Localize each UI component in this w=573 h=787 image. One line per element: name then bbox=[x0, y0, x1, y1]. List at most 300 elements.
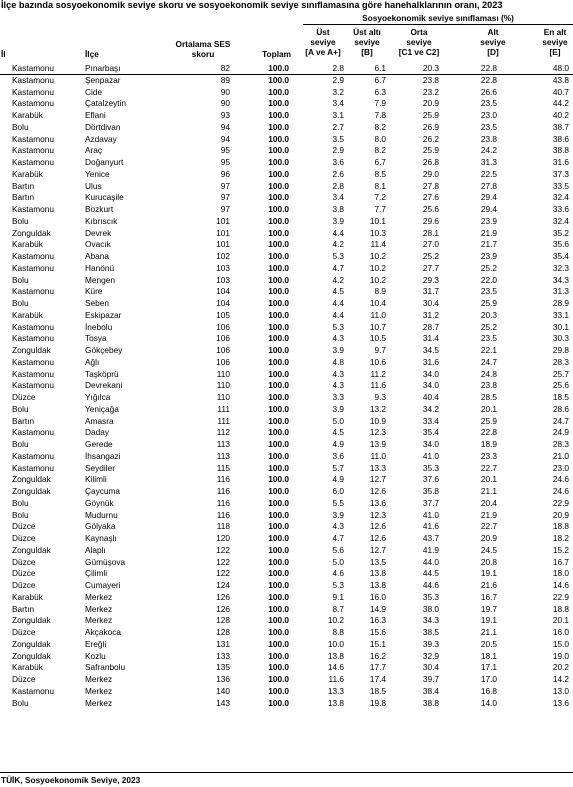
cell-il: Kastamonu bbox=[12, 368, 54, 379]
cell-ust-alti: 13.3 bbox=[369, 462, 386, 473]
cell-il: Zonguldak bbox=[12, 638, 51, 649]
cell-en-alt: 38.8 bbox=[552, 145, 569, 156]
cell-il: Düzce bbox=[12, 674, 36, 684]
table-row bbox=[0, 204, 573, 216]
cell-en-alt: 35.4 bbox=[552, 251, 569, 261]
cell-orta: 34.3 bbox=[422, 615, 439, 626]
cell-ust: 3.6 bbox=[332, 157, 344, 167]
cell-ilce: Seben bbox=[85, 298, 109, 308]
cell-toplam: 100.0 bbox=[268, 321, 289, 332]
cell-il: Kastamonu bbox=[12, 333, 54, 344]
cell-orta: 25.2 bbox=[422, 251, 439, 261]
cell-ses: 140 bbox=[216, 685, 230, 696]
cell-il: Düzce bbox=[12, 392, 36, 402]
cell-ilce: Ağlı bbox=[85, 356, 100, 367]
cell-ses: 101 bbox=[216, 215, 230, 226]
cell-toplam: 100.0 bbox=[268, 674, 289, 684]
cell-en-alt: 20.9 bbox=[552, 509, 569, 520]
cell-alt: 24.2 bbox=[480, 145, 497, 156]
cell-ust-alti: 12.7 bbox=[369, 474, 386, 485]
cell-ust-alti: 10.2 bbox=[369, 262, 386, 273]
table-row bbox=[0, 157, 573, 169]
cell-ust: 4.4 bbox=[332, 309, 344, 320]
cell-toplam: 100.0 bbox=[268, 180, 289, 191]
cell-alt: 16.7 bbox=[480, 591, 497, 602]
cell-ilce: Gümüşova bbox=[85, 556, 126, 567]
cell-en-alt: 38.6 bbox=[552, 133, 569, 144]
cell-il: Kastamonu bbox=[12, 450, 54, 461]
cell-ust-alti: 16.2 bbox=[369, 650, 386, 661]
cell-il: Bolu bbox=[12, 121, 29, 132]
cell-ust: 4.4 bbox=[332, 298, 344, 308]
cell-ses: 118 bbox=[216, 521, 230, 532]
cell-ust: 4.4 bbox=[332, 227, 344, 238]
cell-ses: 116 bbox=[216, 474, 230, 485]
cell-toplam: 100.0 bbox=[268, 650, 289, 661]
cell-ilce: Gölyaka bbox=[85, 521, 116, 532]
cell-ses: 106 bbox=[216, 345, 230, 355]
cell-ses: 89 bbox=[220, 74, 230, 85]
cell-toplam: 100.0 bbox=[268, 427, 289, 438]
header-il: İl bbox=[1, 49, 6, 59]
cell-en-alt: 16.0 bbox=[552, 627, 569, 637]
table-row bbox=[0, 580, 573, 592]
cell-en-alt: 25.7 bbox=[552, 368, 569, 379]
cell-orta: 31.6 bbox=[422, 356, 439, 367]
table-body bbox=[0, 63, 573, 709]
cell-alt: 19.7 bbox=[480, 603, 497, 614]
cell-toplam: 100.0 bbox=[268, 403, 289, 414]
cell-ust: 4.3 bbox=[332, 521, 344, 532]
cell-alt: 20.3 bbox=[480, 309, 497, 320]
cell-il: Bolu bbox=[12, 215, 29, 226]
cell-alt: 20.1 bbox=[480, 403, 497, 414]
cell-ilce: Mengen bbox=[85, 274, 115, 285]
cell-alt: 19.1 bbox=[480, 615, 497, 626]
cell-alt: 23.8 bbox=[480, 380, 497, 391]
cell-ses: 133 bbox=[216, 650, 230, 661]
cell-toplam: 100.0 bbox=[268, 685, 289, 696]
cell-ust-alti: 8.5 bbox=[374, 168, 386, 179]
cell-ses: 94 bbox=[220, 133, 230, 144]
cell-alt: 23.9 bbox=[480, 251, 497, 261]
cell-orta: 20.3 bbox=[422, 63, 439, 73]
cell-en-alt: 18.8 bbox=[552, 603, 569, 614]
header-alt bbox=[478, 27, 508, 57]
cell-en-alt: 40.7 bbox=[552, 86, 569, 97]
cell-alt: 20.8 bbox=[480, 556, 497, 567]
header-ses-line1: Ortalama SES bbox=[175, 39, 231, 49]
cell-il: Bolu bbox=[12, 403, 29, 414]
cell-ses: 113 bbox=[216, 439, 230, 449]
cell-ilce: Taşköprü bbox=[85, 368, 119, 379]
cell-orta: 37.6 bbox=[422, 474, 439, 485]
cell-il: Düzce bbox=[12, 580, 36, 590]
header-ses-line2: skoru bbox=[191, 49, 215, 59]
cell-toplam: 100.0 bbox=[268, 63, 289, 73]
cell-il: Zonguldak bbox=[12, 486, 51, 496]
table-row bbox=[0, 322, 573, 334]
cell-orta: 38.4 bbox=[422, 685, 439, 696]
cell-ust-alti: 19.8 bbox=[369, 697, 386, 708]
cell-ust: 4.3 bbox=[332, 333, 344, 344]
cell-alt: 18.9 bbox=[480, 439, 497, 449]
cell-ilce: Araç bbox=[85, 145, 103, 156]
table-row bbox=[0, 674, 573, 686]
cell-ses: 95 bbox=[220, 157, 230, 167]
cell-ses: 111 bbox=[217, 403, 230, 414]
cell-en-alt: 13.6 bbox=[552, 697, 569, 708]
cell-ust-alti: 10.2 bbox=[369, 251, 386, 261]
cell-il: Bolu bbox=[12, 509, 29, 520]
cell-ust: 4.7 bbox=[332, 533, 344, 543]
cell-ust-alti: 8.9 bbox=[374, 286, 386, 297]
cell-ust: 5.3 bbox=[332, 251, 344, 261]
cell-ust: 5.3 bbox=[332, 321, 344, 332]
table-row bbox=[0, 474, 573, 486]
cell-toplam: 100.0 bbox=[268, 580, 289, 590]
header-ust-alti bbox=[346, 27, 388, 57]
cell-ses: 116 bbox=[216, 486, 230, 496]
cell-toplam: 100.0 bbox=[268, 133, 289, 144]
cell-toplam: 100.0 bbox=[268, 86, 289, 97]
cell-en-alt: 32.3 bbox=[552, 262, 569, 273]
table-row bbox=[0, 63, 573, 75]
cell-alt: 22.5 bbox=[480, 168, 497, 179]
header-en-alt-line2: seviye bbox=[542, 37, 568, 47]
cell-ilce: Hanönü bbox=[85, 262, 115, 273]
source-note: TÜİK, Sosyoekonomik Seviye, 2023 bbox=[1, 775, 141, 785]
cell-toplam: 100.0 bbox=[268, 627, 289, 637]
cell-alt: 25.2 bbox=[480, 262, 497, 273]
cell-ses: 97 bbox=[220, 204, 230, 214]
cell-alt: 22.1 bbox=[480, 345, 497, 355]
cell-alt: 23.0 bbox=[480, 110, 497, 120]
cell-ust-alti: 6.3 bbox=[374, 86, 386, 97]
cell-ust-alti: 10.6 bbox=[369, 356, 386, 367]
cell-ust-alti: 8.2 bbox=[374, 121, 386, 132]
cell-toplam: 100.0 bbox=[268, 509, 289, 520]
cell-ses: 135 bbox=[216, 662, 230, 673]
cell-ust-alti: 13.8 bbox=[369, 580, 386, 590]
cell-il: Kastamonu bbox=[12, 286, 54, 297]
cell-ilce: Çatalzeytin bbox=[85, 98, 127, 109]
cell-il: Zonguldak bbox=[12, 227, 51, 238]
cell-il: Zonguldak bbox=[12, 474, 51, 485]
cell-orta: 41.9 bbox=[422, 544, 439, 555]
cell-orta: 26.2 bbox=[422, 133, 439, 144]
cell-alt: 23.8 bbox=[480, 133, 497, 144]
cell-ilce: Ovacık bbox=[85, 239, 111, 250]
cell-ilce: Devrek bbox=[85, 227, 112, 238]
cell-ilce: Cide bbox=[85, 86, 103, 97]
cell-il: Düzce bbox=[12, 533, 36, 543]
cell-il: Karabük bbox=[12, 110, 43, 120]
cell-en-alt: 28.9 bbox=[552, 298, 569, 308]
cell-ust-alti: 17.7 bbox=[369, 662, 386, 673]
cell-orta: 25.9 bbox=[422, 145, 439, 156]
cell-ust-alti: 10.4 bbox=[369, 298, 386, 308]
cell-alt: 29.4 bbox=[480, 192, 497, 203]
cell-ses: 112 bbox=[216, 427, 230, 438]
cell-ilce: Kozlu bbox=[85, 650, 106, 661]
table-row bbox=[0, 639, 573, 651]
cell-toplam: 100.0 bbox=[268, 544, 289, 555]
cell-ilce: Bozkurt bbox=[85, 204, 114, 214]
table-row bbox=[0, 98, 573, 110]
cell-ust: 3.1 bbox=[332, 110, 344, 120]
header-alt-line1: Alt bbox=[487, 27, 499, 37]
cell-ses: 104 bbox=[216, 298, 230, 308]
cell-ust-alti: 13.8 bbox=[369, 568, 386, 579]
cell-ust: 5.3 bbox=[332, 580, 344, 590]
cell-ust: 5.7 bbox=[332, 462, 344, 473]
cell-alt: 16.8 bbox=[480, 685, 497, 696]
cell-orta: 29.6 bbox=[422, 215, 439, 226]
cell-ust: 3.5 bbox=[332, 133, 344, 144]
table-header bbox=[0, 12, 573, 64]
cell-ses: 104 bbox=[216, 286, 230, 297]
cell-toplam: 100.0 bbox=[268, 298, 289, 308]
cell-ust: 4.6 bbox=[332, 568, 344, 579]
cell-alt: 23.9 bbox=[480, 215, 497, 226]
cell-en-alt: 14.6 bbox=[552, 580, 569, 590]
cell-en-alt: 31.3 bbox=[552, 286, 569, 297]
cell-orta: 34.5 bbox=[422, 345, 439, 355]
cell-ses: 122 bbox=[216, 556, 230, 567]
cell-ust-alti: 7.7 bbox=[374, 204, 386, 214]
cell-ilce: Merkez bbox=[85, 697, 113, 708]
cell-ust: 3.4 bbox=[332, 192, 344, 203]
cell-en-alt: 22.9 bbox=[552, 591, 569, 602]
cell-en-alt: 18.8 bbox=[552, 521, 569, 532]
table-row bbox=[0, 615, 573, 627]
cell-orta: 32.9 bbox=[422, 650, 439, 661]
cell-orta: 35.3 bbox=[422, 462, 439, 473]
cell-orta: 33.4 bbox=[422, 415, 439, 426]
cell-ust: 5.5 bbox=[332, 497, 344, 508]
cell-ust: 3.4 bbox=[332, 98, 344, 109]
cell-ust-alti: 16.3 bbox=[369, 615, 386, 626]
table-row bbox=[0, 592, 573, 604]
cell-ilce: Eskipazar bbox=[85, 309, 122, 320]
cell-toplam: 100.0 bbox=[268, 274, 289, 285]
cell-ust-alti: 12.3 bbox=[369, 509, 386, 520]
cell-ses: 126 bbox=[216, 603, 230, 614]
cell-ses: 101 bbox=[216, 239, 230, 250]
cell-orta: 31.7 bbox=[422, 286, 439, 297]
cell-en-alt: 37.3 bbox=[552, 168, 569, 179]
cell-il: Kastamonu bbox=[12, 63, 54, 73]
cell-il: Zonguldak bbox=[12, 615, 51, 626]
cell-il: Kastamonu bbox=[12, 462, 54, 473]
cell-ust-alti: 8.2 bbox=[374, 145, 386, 156]
cell-orta: 41.6 bbox=[422, 521, 439, 532]
table-bottom-rule bbox=[0, 772, 573, 773]
table-row bbox=[0, 439, 573, 451]
cell-orta: 38.0 bbox=[422, 603, 439, 614]
table-row bbox=[0, 627, 573, 639]
cell-ust-alti: 14.9 bbox=[369, 603, 386, 614]
cell-orta: 25.9 bbox=[422, 110, 439, 120]
cell-ses: 94 bbox=[220, 121, 230, 132]
table-row bbox=[0, 169, 573, 181]
cell-toplam: 100.0 bbox=[268, 98, 289, 109]
cell-ses: 120 bbox=[216, 533, 230, 543]
table-row bbox=[0, 263, 573, 275]
cell-ust: 13.8 bbox=[327, 650, 344, 661]
cell-toplam: 100.0 bbox=[268, 368, 289, 379]
cell-orta: 41.0 bbox=[422, 509, 439, 520]
cell-ilce: Merkez bbox=[85, 603, 113, 614]
header-ilce: İlçe bbox=[85, 49, 99, 59]
cell-ust-alti: 10.5 bbox=[369, 333, 386, 344]
table-row bbox=[0, 521, 573, 533]
cell-orta: 38.8 bbox=[422, 697, 439, 708]
cell-ust: 6.0 bbox=[332, 486, 344, 496]
cell-ust-alti: 8.0 bbox=[374, 133, 386, 144]
cell-ses: 128 bbox=[216, 615, 230, 626]
cell-il: Karabük bbox=[12, 168, 43, 179]
cell-toplam: 100.0 bbox=[268, 497, 289, 508]
cell-ust-alti: 12.3 bbox=[369, 427, 386, 438]
cell-toplam: 100.0 bbox=[268, 345, 289, 355]
cell-en-alt: 13.0 bbox=[552, 685, 569, 696]
cell-ust-alti: 12.6 bbox=[369, 486, 386, 496]
cell-ust: 2.6 bbox=[332, 168, 344, 179]
cell-ust-alti: 6.7 bbox=[374, 74, 386, 85]
cell-en-alt: 20.2 bbox=[552, 662, 569, 673]
cell-toplam: 100.0 bbox=[268, 415, 289, 426]
cell-ilce: Akçakoca bbox=[85, 627, 121, 637]
cell-ses: 122 bbox=[216, 568, 230, 579]
cell-en-alt: 14.2 bbox=[552, 674, 569, 684]
table-row bbox=[0, 228, 573, 240]
header-en-alt-line3: [E] bbox=[549, 47, 561, 57]
cell-ilce: Merkez bbox=[85, 685, 113, 696]
cell-ses: 110 bbox=[216, 392, 230, 402]
cell-toplam: 100.0 bbox=[268, 145, 289, 156]
cell-ilce: Göynük bbox=[85, 497, 114, 508]
cell-il: Düzce bbox=[12, 556, 36, 567]
group-header-underline bbox=[303, 24, 573, 25]
cell-ilce: Merkez bbox=[85, 674, 113, 684]
table-row bbox=[0, 345, 573, 357]
cell-il: Zonguldak bbox=[12, 650, 51, 661]
cell-ses: 97 bbox=[220, 192, 230, 203]
cell-en-alt: 18.5 bbox=[552, 392, 569, 402]
cell-alt: 31.3 bbox=[480, 157, 497, 167]
cell-il: Kastamonu bbox=[12, 262, 54, 273]
cell-ilce: Merkez bbox=[85, 591, 113, 602]
cell-orta: 23.8 bbox=[422, 74, 439, 85]
cell-ust-alti: 11.4 bbox=[370, 239, 386, 250]
cell-ses: 96 bbox=[220, 168, 230, 179]
cell-il: Karabük bbox=[12, 591, 43, 602]
cell-en-alt: 29.8 bbox=[552, 345, 569, 355]
cell-ilce: Ulus bbox=[85, 180, 102, 191]
cell-ust-alti: 7.9 bbox=[374, 98, 386, 109]
cell-ust-alti: 12.6 bbox=[369, 533, 386, 543]
cell-ses: 102 bbox=[216, 251, 230, 261]
cell-il: Bolu bbox=[12, 697, 29, 708]
cell-ilce: Kaynaşlı bbox=[85, 533, 117, 543]
cell-toplam: 100.0 bbox=[268, 474, 289, 485]
table-row bbox=[0, 239, 573, 251]
cell-ilce: Safranbolu bbox=[85, 662, 126, 673]
table-row bbox=[0, 416, 573, 428]
group-header: Sosyoekonomik seviye sınıflaması (%) bbox=[362, 13, 514, 23]
cell-alt: 22.7 bbox=[480, 521, 497, 532]
cell-ilce: Amasra bbox=[85, 415, 114, 426]
cell-toplam: 100.0 bbox=[268, 638, 289, 649]
cell-en-alt: 15.0 bbox=[552, 638, 569, 649]
cell-alt: 23.5 bbox=[480, 333, 497, 344]
cell-il: Kastamonu bbox=[12, 86, 54, 97]
cell-ses: 97 bbox=[220, 180, 230, 191]
cell-ses: 115 bbox=[216, 462, 230, 473]
cell-il: Zonguldak bbox=[12, 345, 51, 355]
cell-orta: 25.6 bbox=[422, 204, 439, 214]
cell-ilce: Doğanyurt bbox=[85, 157, 124, 167]
cell-ilce: Kurucaşile bbox=[85, 192, 124, 203]
cell-alt: 23.5 bbox=[480, 286, 497, 297]
cell-orta: 30.4 bbox=[422, 662, 439, 673]
cell-ust-alti: 10.7 bbox=[369, 321, 386, 332]
cell-toplam: 100.0 bbox=[268, 204, 289, 214]
cell-ust-alti: 10.1 bbox=[369, 215, 386, 226]
cell-orta: 44.6 bbox=[422, 580, 439, 590]
cell-en-alt: 44.2 bbox=[552, 98, 569, 109]
cell-orta: 39.7 bbox=[422, 674, 439, 684]
cell-ust-alti: 13.2 bbox=[369, 403, 386, 414]
cell-en-alt: 28.6 bbox=[552, 403, 569, 414]
cell-ses: 101 bbox=[216, 227, 230, 238]
cell-en-alt: 32.4 bbox=[552, 192, 569, 203]
cell-toplam: 100.0 bbox=[268, 615, 289, 626]
cell-orta: 26.8 bbox=[422, 157, 439, 167]
cell-orta: 35.8 bbox=[422, 486, 439, 496]
cell-ses: 106 bbox=[216, 321, 230, 332]
table-row bbox=[0, 604, 573, 616]
header-ust-alti-line1: Üst altı bbox=[353, 27, 381, 37]
table-row bbox=[0, 122, 573, 134]
cell-en-alt: 33.1 bbox=[552, 309, 569, 320]
cell-ust: 5.0 bbox=[332, 556, 344, 567]
cell-ust: 4.3 bbox=[332, 368, 344, 379]
table-row bbox=[0, 498, 573, 510]
cell-ust: 5.6 bbox=[332, 544, 344, 555]
cell-orta: 35.4 bbox=[422, 427, 439, 438]
table-row bbox=[0, 380, 573, 392]
cell-alt: 21.1 bbox=[480, 627, 497, 637]
cell-ust: 11.6 bbox=[328, 674, 344, 684]
cell-ses: 131 bbox=[216, 638, 230, 649]
cell-ilce: Abana bbox=[85, 251, 109, 261]
cell-ilce: Devrekani bbox=[85, 380, 123, 391]
cell-ses: 113 bbox=[216, 450, 230, 461]
header-ust-alti-line3: [B] bbox=[361, 47, 373, 57]
cell-ilce: Dörtdivan bbox=[85, 121, 121, 132]
cell-ilce: Kıbrıscık bbox=[85, 215, 118, 226]
cell-il: Karabük bbox=[12, 239, 43, 250]
cell-en-alt: 20.1 bbox=[552, 615, 569, 626]
cell-toplam: 100.0 bbox=[268, 239, 289, 250]
cell-en-alt: 32.4 bbox=[552, 215, 569, 226]
cell-orta: 43.7 bbox=[422, 533, 439, 543]
cell-ses: 90 bbox=[220, 86, 230, 97]
cell-alt: 22.8 bbox=[480, 74, 497, 85]
